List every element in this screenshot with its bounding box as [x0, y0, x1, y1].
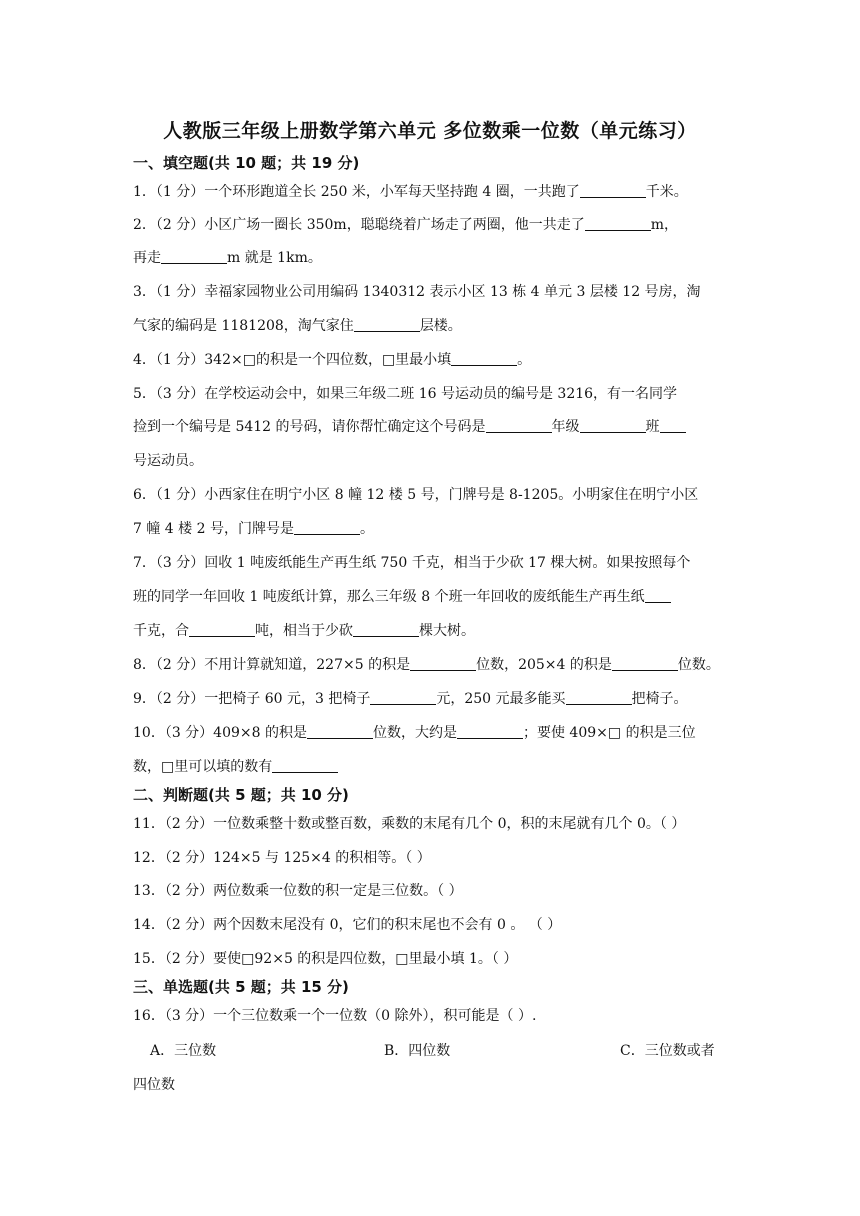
question-5-cont — [133, 416, 686, 436]
question-text: 号运动员。 — [133, 453, 203, 469]
answer-blank[interactable] — [354, 317, 420, 332]
question-text: 位数，205×4 的积是 — [476, 657, 612, 673]
question-10 — [133, 722, 696, 742]
question-text: 。 — [517, 352, 532, 368]
answer-blank[interactable] — [189, 622, 255, 637]
question-text: 千米。 — [645, 184, 688, 200]
section-heading-true-false: 二、判断题(共 5 题；共 10 分) — [133, 786, 349, 804]
question-text: 3．（1 分）幸福家园物业公司用编码 1340312 表示小区 13 栋 4 单元 3 层楼 12 号房，淘 — [133, 284, 701, 300]
option-c-cont: 四位数 — [133, 1077, 175, 1093]
question-6 — [133, 484, 698, 504]
question-2 — [133, 214, 678, 234]
section-heading-single-choice: 三、单选题(共 5 题；共 15 分) — [133, 978, 349, 996]
answer-blank[interactable] — [353, 622, 419, 637]
question-text: 9．（2 分）一把椅子 60 元，3 把椅子 — [133, 691, 371, 707]
question-text: 10．（3 分）409×8 的积是 — [133, 725, 307, 741]
answer-blank[interactable] — [307, 724, 373, 739]
question-text: m 就是 1km。 — [227, 250, 322, 266]
question-11[interactable]: 11．（2 分）一位数乘整十数或整百数，乘数的末尾有几个 0，积的末尾就有几个 0。（ ） — [133, 816, 686, 832]
question-2-cont — [133, 247, 322, 267]
answer-blank[interactable] — [612, 656, 678, 671]
question-7 — [133, 552, 690, 572]
question-5-cont2 — [133, 450, 203, 470]
question-text: 6．（1 分）小西家住在明宁小区 8 幢 12 楼 5 号，门牌号是 8-1205。小明家住在明宁小区 — [133, 487, 699, 503]
question-text: 位数。 — [677, 657, 720, 673]
question-12[interactable]: 12．（2 分）124×5 与 125×4 的积相等。（ ） — [133, 850, 431, 866]
question-text: 千克，合 — [133, 623, 189, 639]
question-text: 层楼。 — [419, 318, 462, 334]
question-1 — [133, 181, 688, 201]
answer-blank[interactable] — [660, 418, 686, 433]
answer-blank[interactable] — [161, 249, 227, 264]
question-text: 数，□里可以填的数有 — [133, 759, 273, 775]
question-text: 班的同学一年回收 1 吨废纸计算，那么三年级 8 个班一年回收的废纸能生产再生纸 — [133, 589, 645, 605]
question-text: 气家的编码是 1181208，淘气家住 — [133, 318, 354, 334]
question-4 — [133, 349, 531, 369]
question-text: 位数，大约是 — [372, 725, 457, 741]
question-text: ；要使 409×□ 的积是三位 — [522, 725, 696, 741]
question-13[interactable]: 13．（2 分）两位数乘一位数的积一定是三位数。（ ） — [133, 883, 463, 899]
answer-blank[interactable] — [486, 418, 552, 433]
answer-blank[interactable] — [645, 588, 671, 603]
question-3 — [133, 281, 701, 301]
question-text: 把椅子。 — [631, 691, 688, 707]
question-6-cont — [133, 518, 374, 538]
question-text: 。 — [359, 521, 374, 537]
option-a[interactable]: A．三位数 — [150, 1043, 217, 1059]
answer-blank[interactable] — [272, 758, 338, 773]
question-text: 元，250 元最多能买 — [436, 691, 566, 707]
question-text: 5．（3 分）在学校运动会中，如果三年级二班 16 号运动员的编号是 3216，有一名同学 — [133, 386, 678, 402]
question-7-cont2 — [133, 620, 475, 640]
question-text: 捡到一个编号是 5412 的号码，请你帮忙确定这个号码是 — [133, 419, 486, 435]
question-10-cont — [133, 756, 338, 776]
question-text: 2．（2 分）小区广场一圈长 350m，聪聪绕着广场走了两圈，他一共走了 — [133, 217, 585, 233]
question-14[interactable]: 14．（2 分）两个因数末尾没有 0，它们的积末尾也不会有 0 。 （ ） — [133, 917, 562, 933]
question-text: 1．（1 分）一个环形跑道全长 250 米，小军每天坚持跑 4 圈，一共跑了 — [133, 184, 580, 200]
question-text: 年级 — [551, 419, 580, 435]
answer-blank[interactable] — [585, 216, 651, 231]
answer-blank[interactable] — [580, 418, 646, 433]
answer-blank[interactable] — [457, 724, 523, 739]
answer-blank[interactable] — [566, 690, 632, 705]
option-b[interactable]: B．四位数 — [384, 1043, 451, 1059]
section-heading-fill-blank: 一、填空题(共 10 题；共 19 分) — [133, 154, 360, 172]
question-text: 吨，相当于少砍 — [255, 623, 353, 639]
answer-blank[interactable] — [370, 690, 436, 705]
question-text: 班 — [645, 419, 660, 435]
question-text: 再走 — [133, 250, 161, 266]
answer-blank[interactable] — [410, 656, 476, 671]
question-text: 4．（1 分）342×□的积是一个四位数，□里最小填 — [133, 352, 452, 368]
question-text: m， — [650, 217, 678, 233]
question-text: 7．（3 分）回收 1 吨废纸能生产再生纸 750 千克，相当于少砍 17 棵大树。如果按照每个 — [133, 555, 691, 571]
answer-blank[interactable] — [451, 351, 517, 366]
question-5 — [133, 383, 677, 403]
answer-blank[interactable] — [580, 183, 646, 198]
question-text: 7 幢 4 楼 2 号，门牌号是 — [133, 521, 294, 537]
option-c[interactable]: C．三位数或者 — [620, 1043, 715, 1059]
question-text: 8．（2 分）不用计算就知道，227×5 的积是 — [133, 657, 411, 673]
question-3-cont — [133, 315, 462, 335]
question-7-cont — [133, 586, 671, 606]
question-16: 16．（3 分）一个三位数乘一个一位数（0 除外），积可能是（ ）. — [133, 1008, 537, 1024]
question-9 — [133, 688, 688, 708]
question-8 — [133, 654, 720, 674]
page-title: 人教版三年级上册数学第六单元 多位数乘一位数（单元练习） — [163, 120, 697, 142]
question-15[interactable]: 15．（2 分）要使□92×5 的积是四位数，□里最小填 1。（ ） — [133, 951, 518, 967]
answer-blank[interactable] — [294, 520, 360, 535]
question-text: 棵大树。 — [419, 623, 475, 639]
